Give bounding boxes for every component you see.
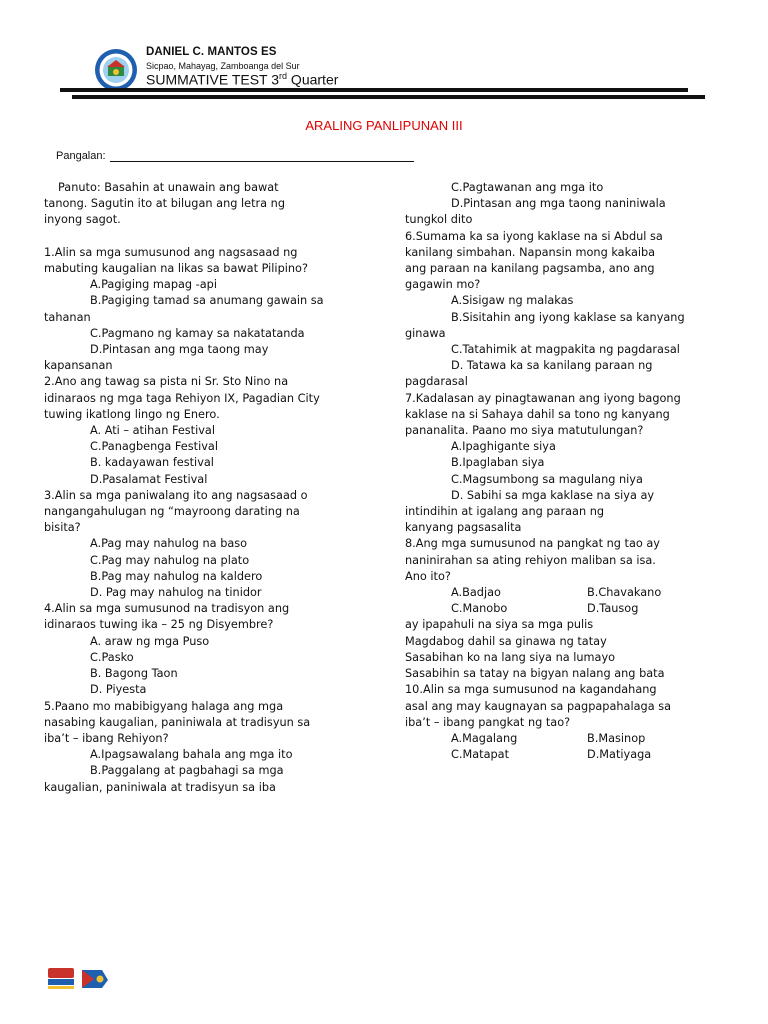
text-line: 2.Ano ang tawag sa pista ni Sr. Sto Nino na — [44, 375, 289, 389]
choice-option[interactable]: C.Pagtawanan ang mga ito — [451, 181, 604, 194]
choice-option[interactable]: C.Pagmano ng kamay sa nakatatanda — [90, 326, 305, 340]
name-field — [56, 150, 414, 162]
choice-option[interactable]: C.Matapat — [451, 748, 510, 762]
school-address: Sicpao, Mahayag, Zamboanga del Sur — [146, 61, 300, 71]
choice-option[interactable]: A.Badjao — [451, 586, 501, 600]
text-line: tanong. Sagutin ito at bilugan ang letra ng — [44, 197, 285, 211]
text-line: Magdabog dahil sa ginawa ng tatay — [405, 634, 607, 648]
text-line: pagdarasal — [405, 375, 468, 389]
text-line: idinaraos ng mga taga Rehiyon IX, Pagadian City — [44, 391, 320, 405]
choice-option[interactable]: A.Ipagsawalang bahala ang mga ito — [90, 748, 293, 762]
test-title: SUMMATIVE TEST 3rd Quarter — [146, 71, 339, 88]
choice-option[interactable]: A.Pagiging mapag -api — [90, 278, 217, 292]
right-column — [405, 180, 725, 763]
choice-option[interactable]: B.Paggalang at pagbahagi sa mga — [90, 764, 284, 778]
choice-option[interactable]: A. Ati – atihan Festival — [90, 424, 215, 438]
choice-option[interactable]: B.Masinop — [587, 731, 646, 745]
text-line: tahanan — [44, 310, 91, 324]
text-line: idinaraos tuwing ika – 25 ng Disyembre? — [44, 618, 274, 632]
choice-option[interactable]: B. Bagong Taon — [90, 667, 178, 681]
text-line: kaklase na si Sahaya dahil sa tono ng kanyang — [405, 407, 670, 421]
text-line: 10.Alin sa mga sumusunod na kagandahang — [405, 683, 657, 697]
text-line: mabuting kaugalian na likas sa bawat Pilipino? — [44, 262, 308, 276]
choice-pair — [405, 585, 725, 601]
text-line: iba’t – ibang pangkat ng tao? — [405, 715, 571, 729]
choice-pair — [405, 731, 725, 747]
choice-option[interactable]: A.Ipaghigante siya — [451, 440, 556, 454]
school-name: DANIEL C. MANTOS ES — [146, 46, 277, 58]
choice-option[interactable]: C.Magsumbong sa magulang niya — [451, 472, 643, 486]
text-line: Sasabihan ko na lang siya na lumayo — [405, 650, 616, 664]
school-seal-icon — [94, 48, 138, 92]
text-line: inyong sagot. — [44, 213, 121, 227]
deped-matatag-logo-icon — [46, 966, 110, 992]
text-line: kanilang simbahan. Napansin mong kakaiba — [405, 245, 656, 259]
text-line: tuwing ikatlong lingo ng Enero. — [44, 407, 220, 421]
subject-title: ARALING PANLIPUNAN III — [305, 118, 463, 133]
text-line: ay ipapahuli na siya sa mga pulis — [405, 618, 594, 632]
text-line: Ano ito? — [405, 569, 451, 583]
choice-option[interactable]: D. Piyesta — [90, 683, 147, 697]
header-rule-bottom — [72, 95, 705, 99]
text-line: ginawa — [405, 326, 446, 340]
text-line: 3.Alin sa mga paniwalang ito ang nagsasaad o — [44, 488, 308, 502]
choice-option[interactable]: D.Pasalamat Festival — [90, 472, 208, 486]
text-line: nangangahulugan ng “mayroong darating na — [44, 505, 300, 519]
choice-option[interactable]: D. Sabihi sa mga kaklase na siya ay — [451, 488, 655, 502]
choice-option[interactable]: C.Pasko — [90, 650, 134, 664]
choice-option[interactable]: C.Tatahimik at magpakita ng pagdarasal — [451, 343, 680, 357]
text-line: asal ang may kaugnayan sa pagpapahalaga sa — [405, 699, 672, 713]
header-rule-top — [60, 88, 688, 92]
choice-option[interactable]: B.Ipaglaban siya — [451, 456, 545, 470]
choice-option[interactable]: B.Pagiging tamad sa anumang gawain sa — [90, 294, 324, 308]
text-line: 7.Kadalasan ay pinagtawanan ang iyong bagong — [405, 391, 681, 405]
text-line: Sasabihin sa tatay na bigyan nalang ang bata — [405, 667, 665, 681]
choice-option[interactable]: C.Pag may nahulog na plato — [90, 553, 250, 567]
text-line: 5.Paano mo mabibigyang halaga ang mga — [44, 699, 284, 713]
text-line: pananalita. Paano mo siya matutulungan? — [405, 424, 644, 438]
choice-option[interactable]: A. araw ng mga Puso — [90, 634, 210, 648]
choice-option[interactable]: D. Tatawa ka sa kanilang paraan ng — [451, 359, 653, 373]
text-line: bisita? — [44, 521, 81, 535]
text-line: nasabing kaugalian, paniniwala at tradisyun sa — [44, 715, 311, 729]
choice-option[interactable]: B. kadayawan festival — [90, 456, 214, 470]
choice-option[interactable]: B.Pag may nahulog na kaldero — [90, 569, 263, 583]
text-line: kapansanan — [44, 359, 113, 373]
choice-option[interactable]: B.Chavakano — [587, 586, 662, 600]
choice-option[interactable]: A.Magalang — [451, 731, 518, 745]
choice-option[interactable]: B.Sisitahin ang iyong kaklase sa kanyang — [451, 310, 685, 324]
text-line: 6.Sumama ka sa iyong kaklase na si Abdul sa — [405, 229, 663, 243]
choice-pair — [405, 601, 725, 617]
name-label: Pangalan: — [56, 150, 106, 162]
text-line: intindihin at igalang ang paraan ng — [405, 505, 605, 519]
choice-pair — [405, 747, 725, 763]
choice-option[interactable]: D.Matiyaga — [587, 748, 652, 762]
text-line: tungkol dito — [405, 213, 473, 227]
choice-option[interactable]: A.Sisigaw ng malakas — [451, 294, 574, 308]
text-line — [44, 229, 369, 245]
text-line: gagawin mo? — [405, 278, 481, 292]
text-line: 4.Alin sa mga sumusunod na tradisyon ang — [44, 602, 290, 616]
text-line: naninirahan sa ating rehiyon maliban sa isa. — [405, 553, 656, 567]
choice-option[interactable]: C.Manobo — [451, 602, 508, 616]
text-line: kaugalian, paniniwala at tradisyun sa iba — [44, 780, 276, 794]
choice-option[interactable]: D. Pag may nahulog na tinidor — [90, 586, 262, 600]
name-blank-line[interactable] — [110, 150, 414, 162]
text-line: Panuto: Basahin at unawain ang bawat — [58, 181, 279, 194]
text-line: ang paraan na kanilang pagsamba, ano ang — [405, 262, 655, 276]
text-line: kanyang pagsasalita — [405, 521, 522, 535]
left-column — [44, 180, 369, 796]
choice-option[interactable]: C.Panagbenga Festival — [90, 440, 218, 454]
text-line: iba’t – ibang Rehiyon? — [44, 731, 169, 745]
choice-option[interactable]: A.Pag may nahulog na baso — [90, 537, 248, 551]
text-line: 8.Ang mga sumusunod na pangkat ng tao ay — [405, 537, 660, 551]
choice-option[interactable]: D.Pintasan ang mga taong naniniwala — [451, 197, 666, 211]
choice-option[interactable]: D.Pintasan ang mga taong may — [90, 343, 269, 357]
choice-option[interactable]: D.Tausog — [587, 602, 639, 616]
text-line: 1.Alin sa mga sumusunod ang nagsasaad ng — [44, 245, 298, 259]
